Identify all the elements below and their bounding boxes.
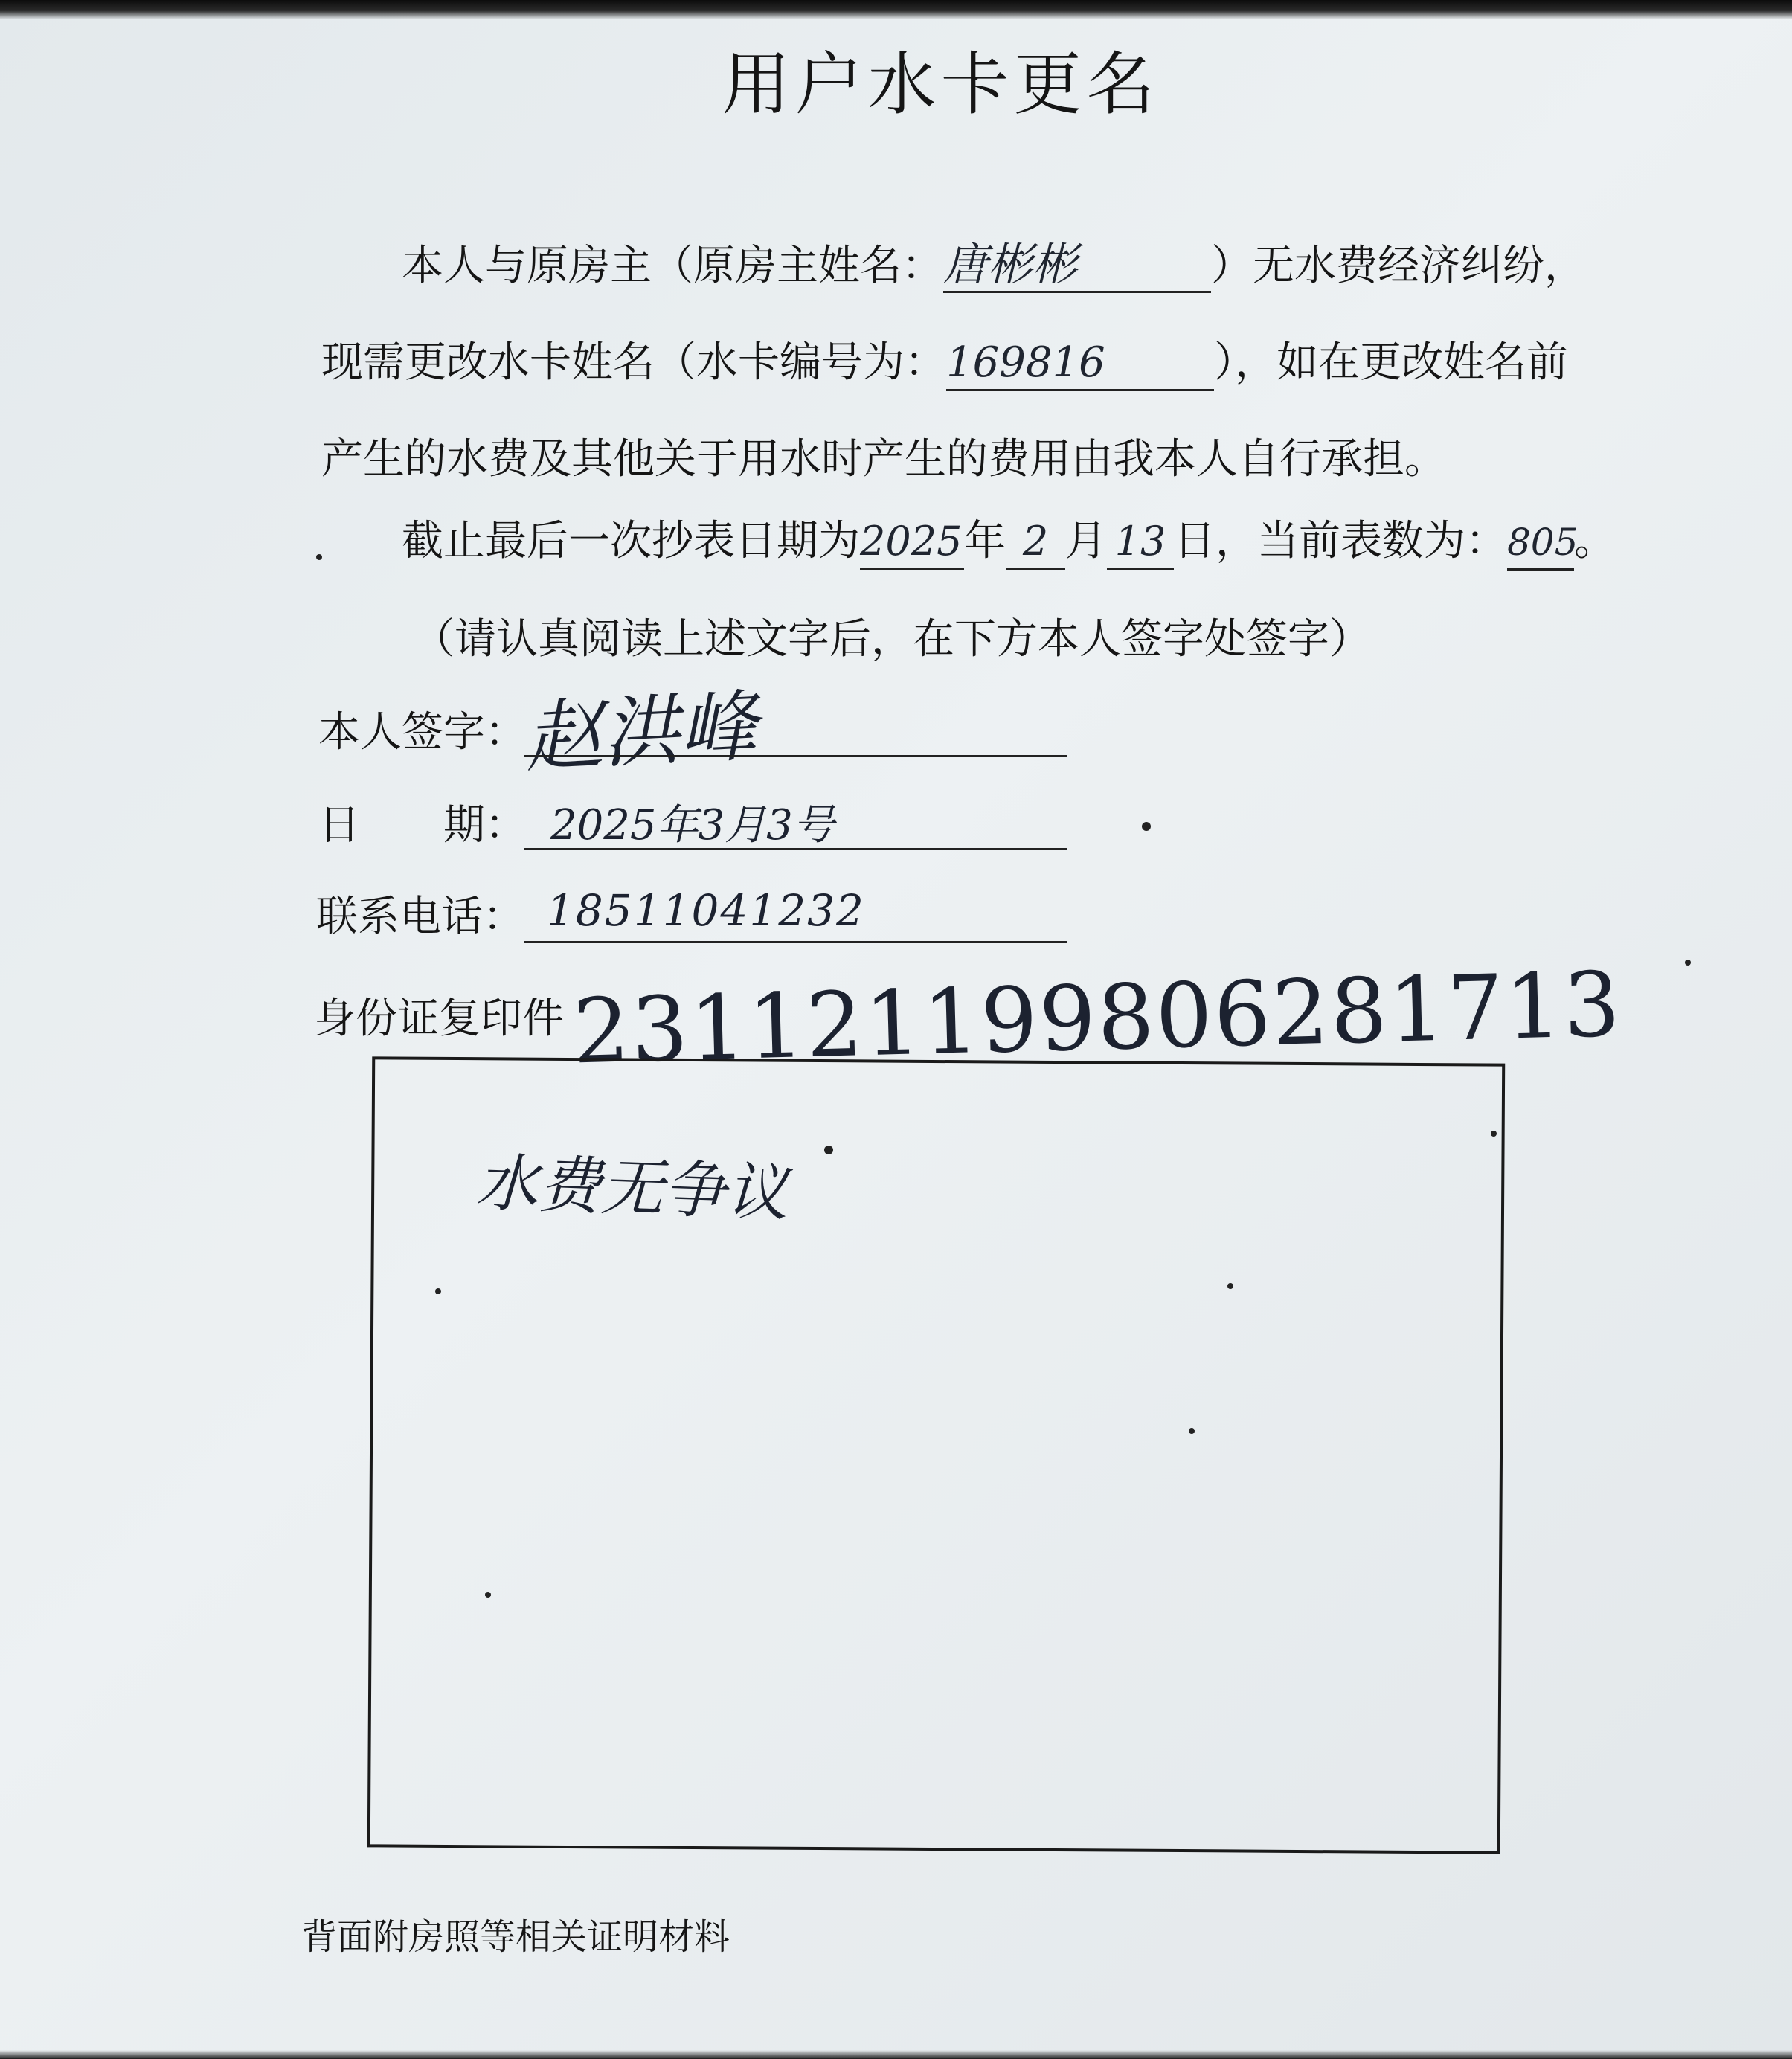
month-unit: 月 <box>1065 517 1107 565</box>
page-title: 用户水卡更名 <box>722 45 1160 124</box>
scan-top-edge <box>0 0 1792 19</box>
paragraph1-line1 <box>402 237 1586 296</box>
scan-speck <box>824 1146 833 1154</box>
signature-value: 赵洪峰 <box>522 680 759 784</box>
year-unit: 年 <box>964 517 1006 565</box>
signature-label: 本人签字： <box>318 708 527 757</box>
reading-day: 13 <box>1107 515 1174 570</box>
scan-speck <box>1491 1131 1497 1137</box>
paragraph1-line3 <box>321 430 1446 489</box>
instruction-text: （请认真阅读上述文字后，在下方本人签字处签字） <box>413 615 1371 664</box>
paragraph2-text1: 截止最后一次抄表日期为 <box>402 517 860 565</box>
scan-speck <box>316 554 322 560</box>
id-number-value: 231121199806281713 <box>571 953 1623 1085</box>
paragraph1-text2: ）无水费经济纠纷， <box>1211 242 1586 290</box>
reading-month: 2 <box>1006 515 1065 570</box>
scan-speck <box>1227 1283 1233 1289</box>
scan-bottom-edge <box>0 2050 1792 2059</box>
phone-value: 18511041232 <box>547 885 865 936</box>
scan-speck <box>1685 960 1691 966</box>
paragraph1-text1: 本人与原房主（原房主姓名： <box>402 242 943 290</box>
box-note: 水费无争议 <box>475 1146 790 1230</box>
paragraph1-line2 <box>321 333 1568 393</box>
scan-speck <box>1142 822 1151 831</box>
scan-speck <box>485 1592 491 1598</box>
id-copy-label: 身份证复印件 <box>314 995 564 1043</box>
water-card-number: 169816 <box>946 337 1214 391</box>
paragraph1-text3: 现需更改水卡姓名（水卡编号为： <box>321 338 946 387</box>
paragraph2-end: 。 <box>1574 517 1616 565</box>
phone-underline <box>524 941 1067 943</box>
paragraph2-line <box>402 512 1616 571</box>
scan-speck <box>1189 1428 1195 1434</box>
date-value: 2025年3月3号 <box>550 801 835 849</box>
phone-label: 联系电话： <box>316 893 524 941</box>
signature-underline <box>524 755 1067 757</box>
meter-reading: 805 <box>1507 516 1574 571</box>
original-owner-name: 唐彬彬 <box>943 239 1211 293</box>
reading-year: 2025 <box>860 515 964 570</box>
paragraph1-text4: ），如在更改姓名前 <box>1214 338 1568 387</box>
date-label: 日 期： <box>318 801 527 849</box>
paragraph1-text5: 产生的水费及其他关于用水时产生的费用由我本人自行承担。 <box>321 435 1446 484</box>
footer-note: 背面附房照等相关证明材料 <box>301 1916 730 1958</box>
date-underline <box>524 848 1067 850</box>
day-unit: 日，当前表数为： <box>1174 517 1507 565</box>
scan-speck <box>435 1288 441 1294</box>
